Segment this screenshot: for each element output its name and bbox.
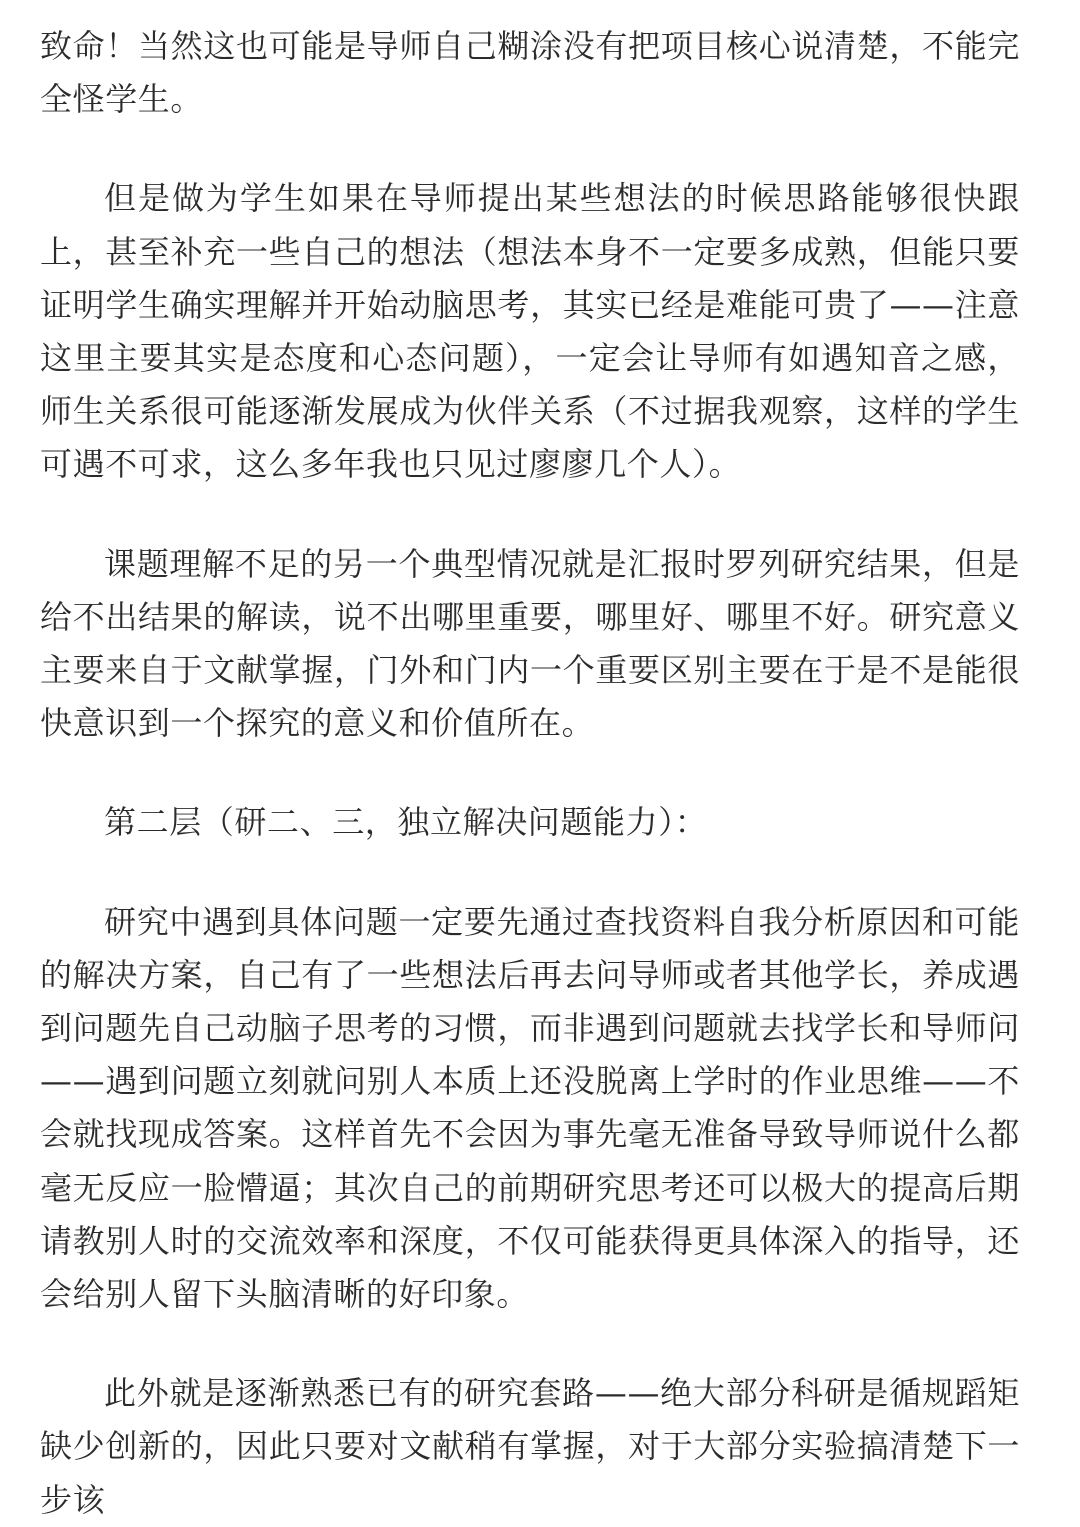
paragraph-1: 致命！当然这也可能是导师自己糊涂没有把项目核心说清楚，不能完全怪学生。 (40, 27, 1020, 119)
article-body (40, 20, 1020, 1527)
paragraph-gap (40, 850, 1020, 896)
paragraph-4: 研究中遇到具体问题一定要先通过查找资料自我分析原因和可能的解决方案，自己有了一些想法后再去问导师或者其他学长，养成遇到问题先自己动脑子思考的习惯，而非遇到问题就去找学长和导师问——遇到问题立刻就问别人本质上还没脱离上学时的作业思维——不会就找现成答案。这样首先不会因为事先毫无准备导致导师说什么都毫无反应一脸懵逼；其次自己的前期研究思考还可以极大的提高后期请教别人时的交流效率和深度，不仅可能获得更具体深入的指导，还会给别人留下头脑清晰的好印象。 (40, 902, 1020, 1314)
paragraph-gap (40, 126, 1020, 172)
paragraph-gap (40, 1321, 1020, 1367)
paragraph-2: 但是做为学生如果在导师提出某些想法的时候思路能够很快跟上，甚至补充一些自己的想法（想法本身不一定要多成熟，但能只要证明学生确实理解并开始动脑思考，其实已经是难能可贵了——注意这里主要其实是态度和心态问题），一定会让导师有如遇知音之感，师生关系很可能逐渐发展成为伙伴关系（不过据我观察，这样的学生可遇不可求，这么多年我也只见过廖廖几个人）。 (40, 179, 1020, 484)
paragraph-5: 此外就是逐渐熟悉已有的研究套路——绝大部分科研是循规蹈矩缺少创新的，因此只要对文献稍有掌握，对于大部分实验搞清楚下一步该 (40, 1374, 1020, 1519)
paragraph-gap (40, 750, 1020, 796)
section-heading: 第二层（研二、三，独立解决问题能力）： (104, 803, 708, 842)
paragraph-gap (40, 492, 1020, 538)
paragraph-3: 课题理解不足的另一个典型情况就是汇报时罗列研究结果，但是给不出结果的解读，说不出哪里重要，哪里好、哪里不好。研究意义主要来自于文献掌握，门外和门内一个重要区别主要在于是不是能很快意识到一个探究的意义和价值所在。 (40, 544, 1020, 743)
